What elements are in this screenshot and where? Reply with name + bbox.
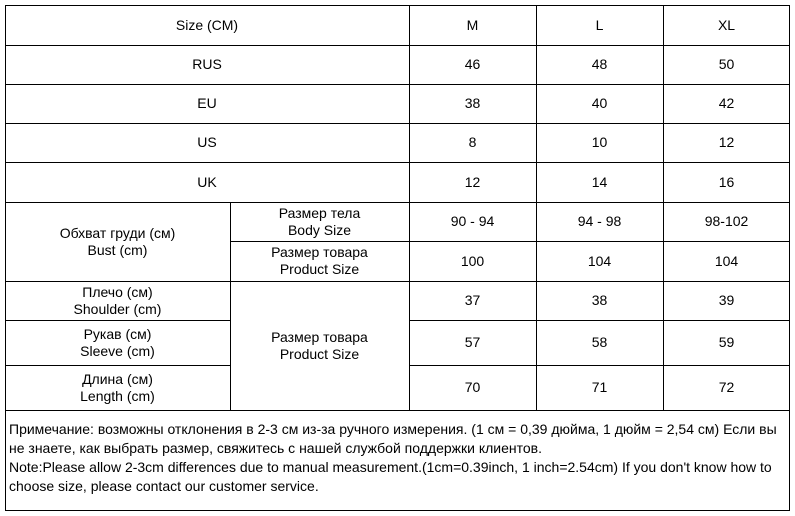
garment-product-size-label <box>230 281 409 410</box>
garment-product-size-label-en: Product Size <box>279 345 360 362</box>
sleeve-label <box>5 320 230 365</box>
product-size-label-ru: Размер товара <box>271 244 368 260</box>
length-label-en: Length (cm) <box>80 387 155 404</box>
table-cell: 42 <box>718 95 735 111</box>
table-cell: 71 <box>591 379 608 395</box>
bust-label <box>5 202 230 281</box>
product-size-label <box>230 241 409 281</box>
shoulder-label <box>5 281 230 320</box>
table-cell: 70 <box>464 379 481 395</box>
product-size-label-en: Product Size <box>279 261 360 277</box>
body-size-label-en: Body Size <box>287 221 352 238</box>
region-label-eu: EU <box>197 95 217 111</box>
length-label <box>5 365 230 410</box>
table-cell: 8 <box>468 134 477 150</box>
table-cell: 104 <box>714 252 739 269</box>
table-cell: 10 <box>591 134 608 150</box>
shoulder-label-en: Shoulder (cm) <box>73 300 162 317</box>
header-size-m: M <box>466 16 479 33</box>
garment-product-size-label-ru: Размер товара <box>271 328 368 345</box>
table-cell: 12 <box>464 173 481 190</box>
table-cell: 14 <box>591 173 608 190</box>
body-size-label <box>230 202 409 241</box>
table-cell: 59 <box>718 334 735 350</box>
table-cell: 90 - 94 <box>450 213 495 229</box>
table-cell: 104 <box>587 252 612 269</box>
table-cell: 38 <box>591 292 608 308</box>
region-label-rus: RUS <box>192 56 222 72</box>
table-cell: 50 <box>718 56 735 72</box>
table-cell: 94 - 98 <box>577 213 622 229</box>
table-cell: 37 <box>464 292 481 308</box>
table-cell: 40 <box>591 95 608 111</box>
table-cell: 100 <box>460 252 485 269</box>
body-size-label-ru: Размер тела <box>278 204 361 221</box>
header-size-xl: XL <box>717 16 736 33</box>
length-label-ru: Длина (см) <box>82 370 153 387</box>
table-cell: 39 <box>718 292 735 308</box>
table-cell: 57 <box>464 334 481 350</box>
sleeve-label-en: Sleeve (cm) <box>80 342 155 359</box>
row-divider <box>5 410 790 411</box>
table-cell: 38 <box>464 95 481 111</box>
bust-label-ru: Обхват груди (см) <box>59 224 176 241</box>
table-cell: 46 <box>464 56 481 72</box>
header-size-l: L <box>595 16 604 33</box>
size-chart-table <box>5 5 790 511</box>
shoulder-label-ru: Плечо (см) <box>82 283 153 300</box>
table-cell: 16 <box>718 173 735 190</box>
table-cell: 12 <box>718 134 735 150</box>
region-label-us: US <box>197 134 217 150</box>
table-cell: 98-102 <box>704 213 749 229</box>
table-cell: 58 <box>591 334 608 350</box>
table-cell: 48 <box>591 56 608 72</box>
header-size-label: Size (CM) <box>175 16 239 33</box>
table-cell: 72 <box>718 379 735 395</box>
sleeve-label-ru: Рукав (см) <box>83 325 152 342</box>
region-label-uk: UK <box>197 173 217 190</box>
measurement-note <box>9 420 787 496</box>
note-ru: Примечание: возможны отклонения в 2-3 см из-за ручного измерения. (1 см = 0,39 дюйма, 1 дюйм = 2,54 см) Если вы не знаете, как выбрать размер, свяжитесь с нашей службой поддержки клиентов. <box>9 421 777 456</box>
note-en: Note:Please allow 2-3cm differences due to manual measurement.(1cm=0.39inch, 1 inch=2.54cm) If you don't know how to choose size, please contact our customer service. <box>9 459 772 494</box>
bust-label-en: Bust (cm) <box>87 241 148 258</box>
